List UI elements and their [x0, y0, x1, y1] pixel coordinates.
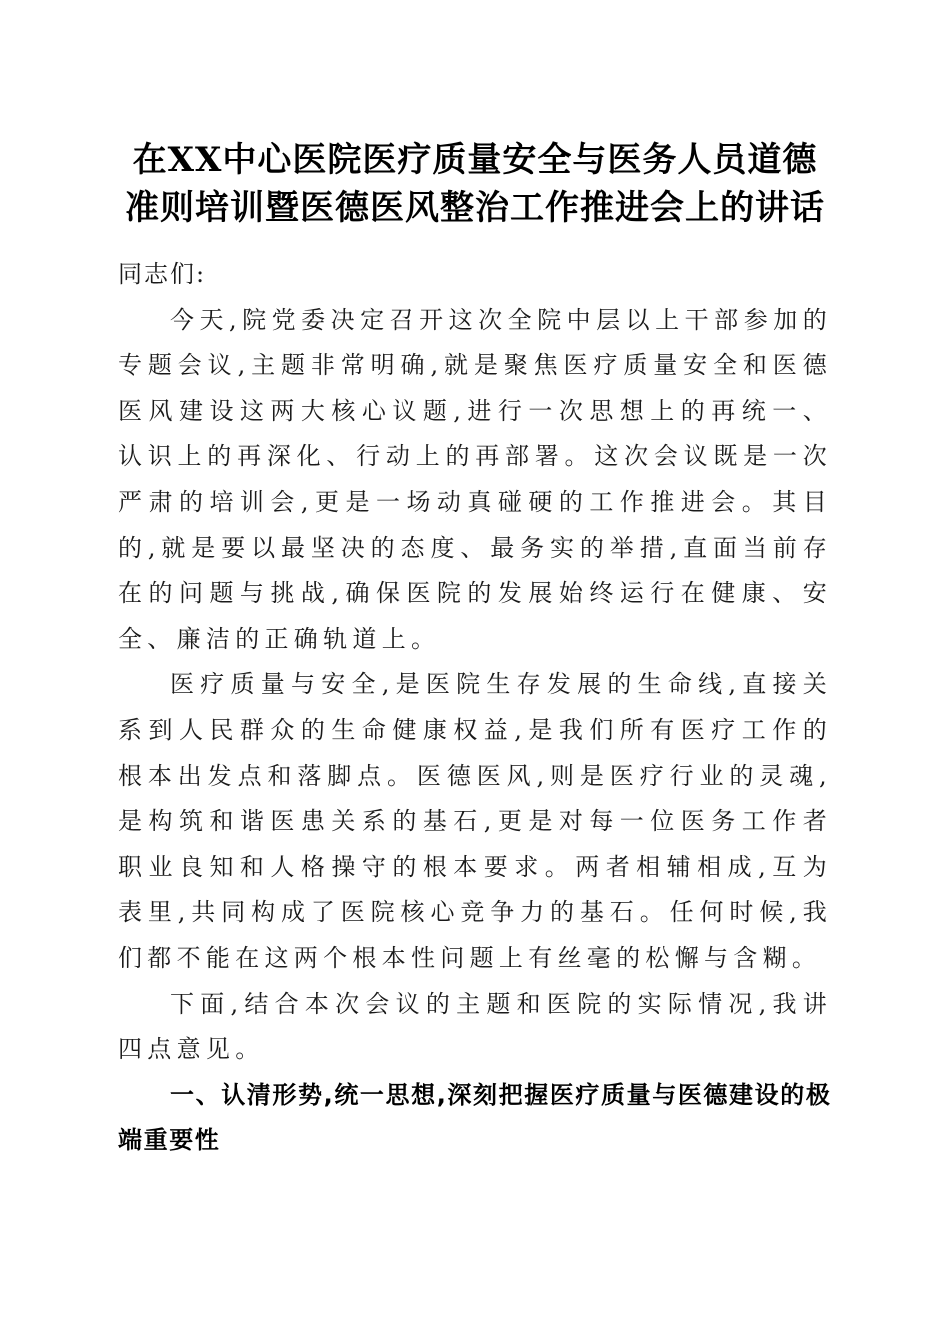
paragraph-2: 医疗质量与安全,是医院生存发展的生命线,直接关系到人民群众的生命健康权益,是我们所有医疗工作的根本出发点和落脚点。医德医风,则是医疗行业的灵魂,是构筑和谐医患关系的基石,更是对每一位医务工作者职业良知和人格操守的根本要求。两者相辅相成,互为表里,共同构成了医院核心竞争力的基石。任何时候,我们都不能在这两个根本性问题上有丝毫的松懈与含糊。	[118, 670, 832, 972]
document-title	[80, 136, 870, 232]
title-line-1: 在XX中心医院医疗质量安全与医务人员道德	[132, 140, 818, 180]
section-heading-1: 一、认清形势,统一思想,深刻把握医疗质量与医德建设的极端重要性	[118, 1080, 832, 1155]
salutation: 同志们:	[118, 260, 207, 288]
title-line-2: 准则培训暨医德医风整治工作推进会上的讲话	[125, 188, 825, 228]
paragraph-1: 今天,院党委决定召开这次全院中层以上干部参加的专题会议,主题非常明确,就是聚焦医疗质量安全和医德医风建设这两大核心议题,进行一次思想上的再统一、认识上的再深化、行动上的再部署。这次会议既是一次严肃的培训会,更是一场动真碰硬的工作推进会。其目的,就是要以最坚决的态度、最务实的举措,直面当前存在的问题与挑战,确保医院的发展始终运行在健康、安全、廉洁的正确轨道上。	[118, 305, 832, 653]
document-body	[118, 252, 832, 1164]
paragraph-3: 下面,结合本次会议的主题和医院的实际情况,我讲四点意见。	[118, 989, 832, 1064]
